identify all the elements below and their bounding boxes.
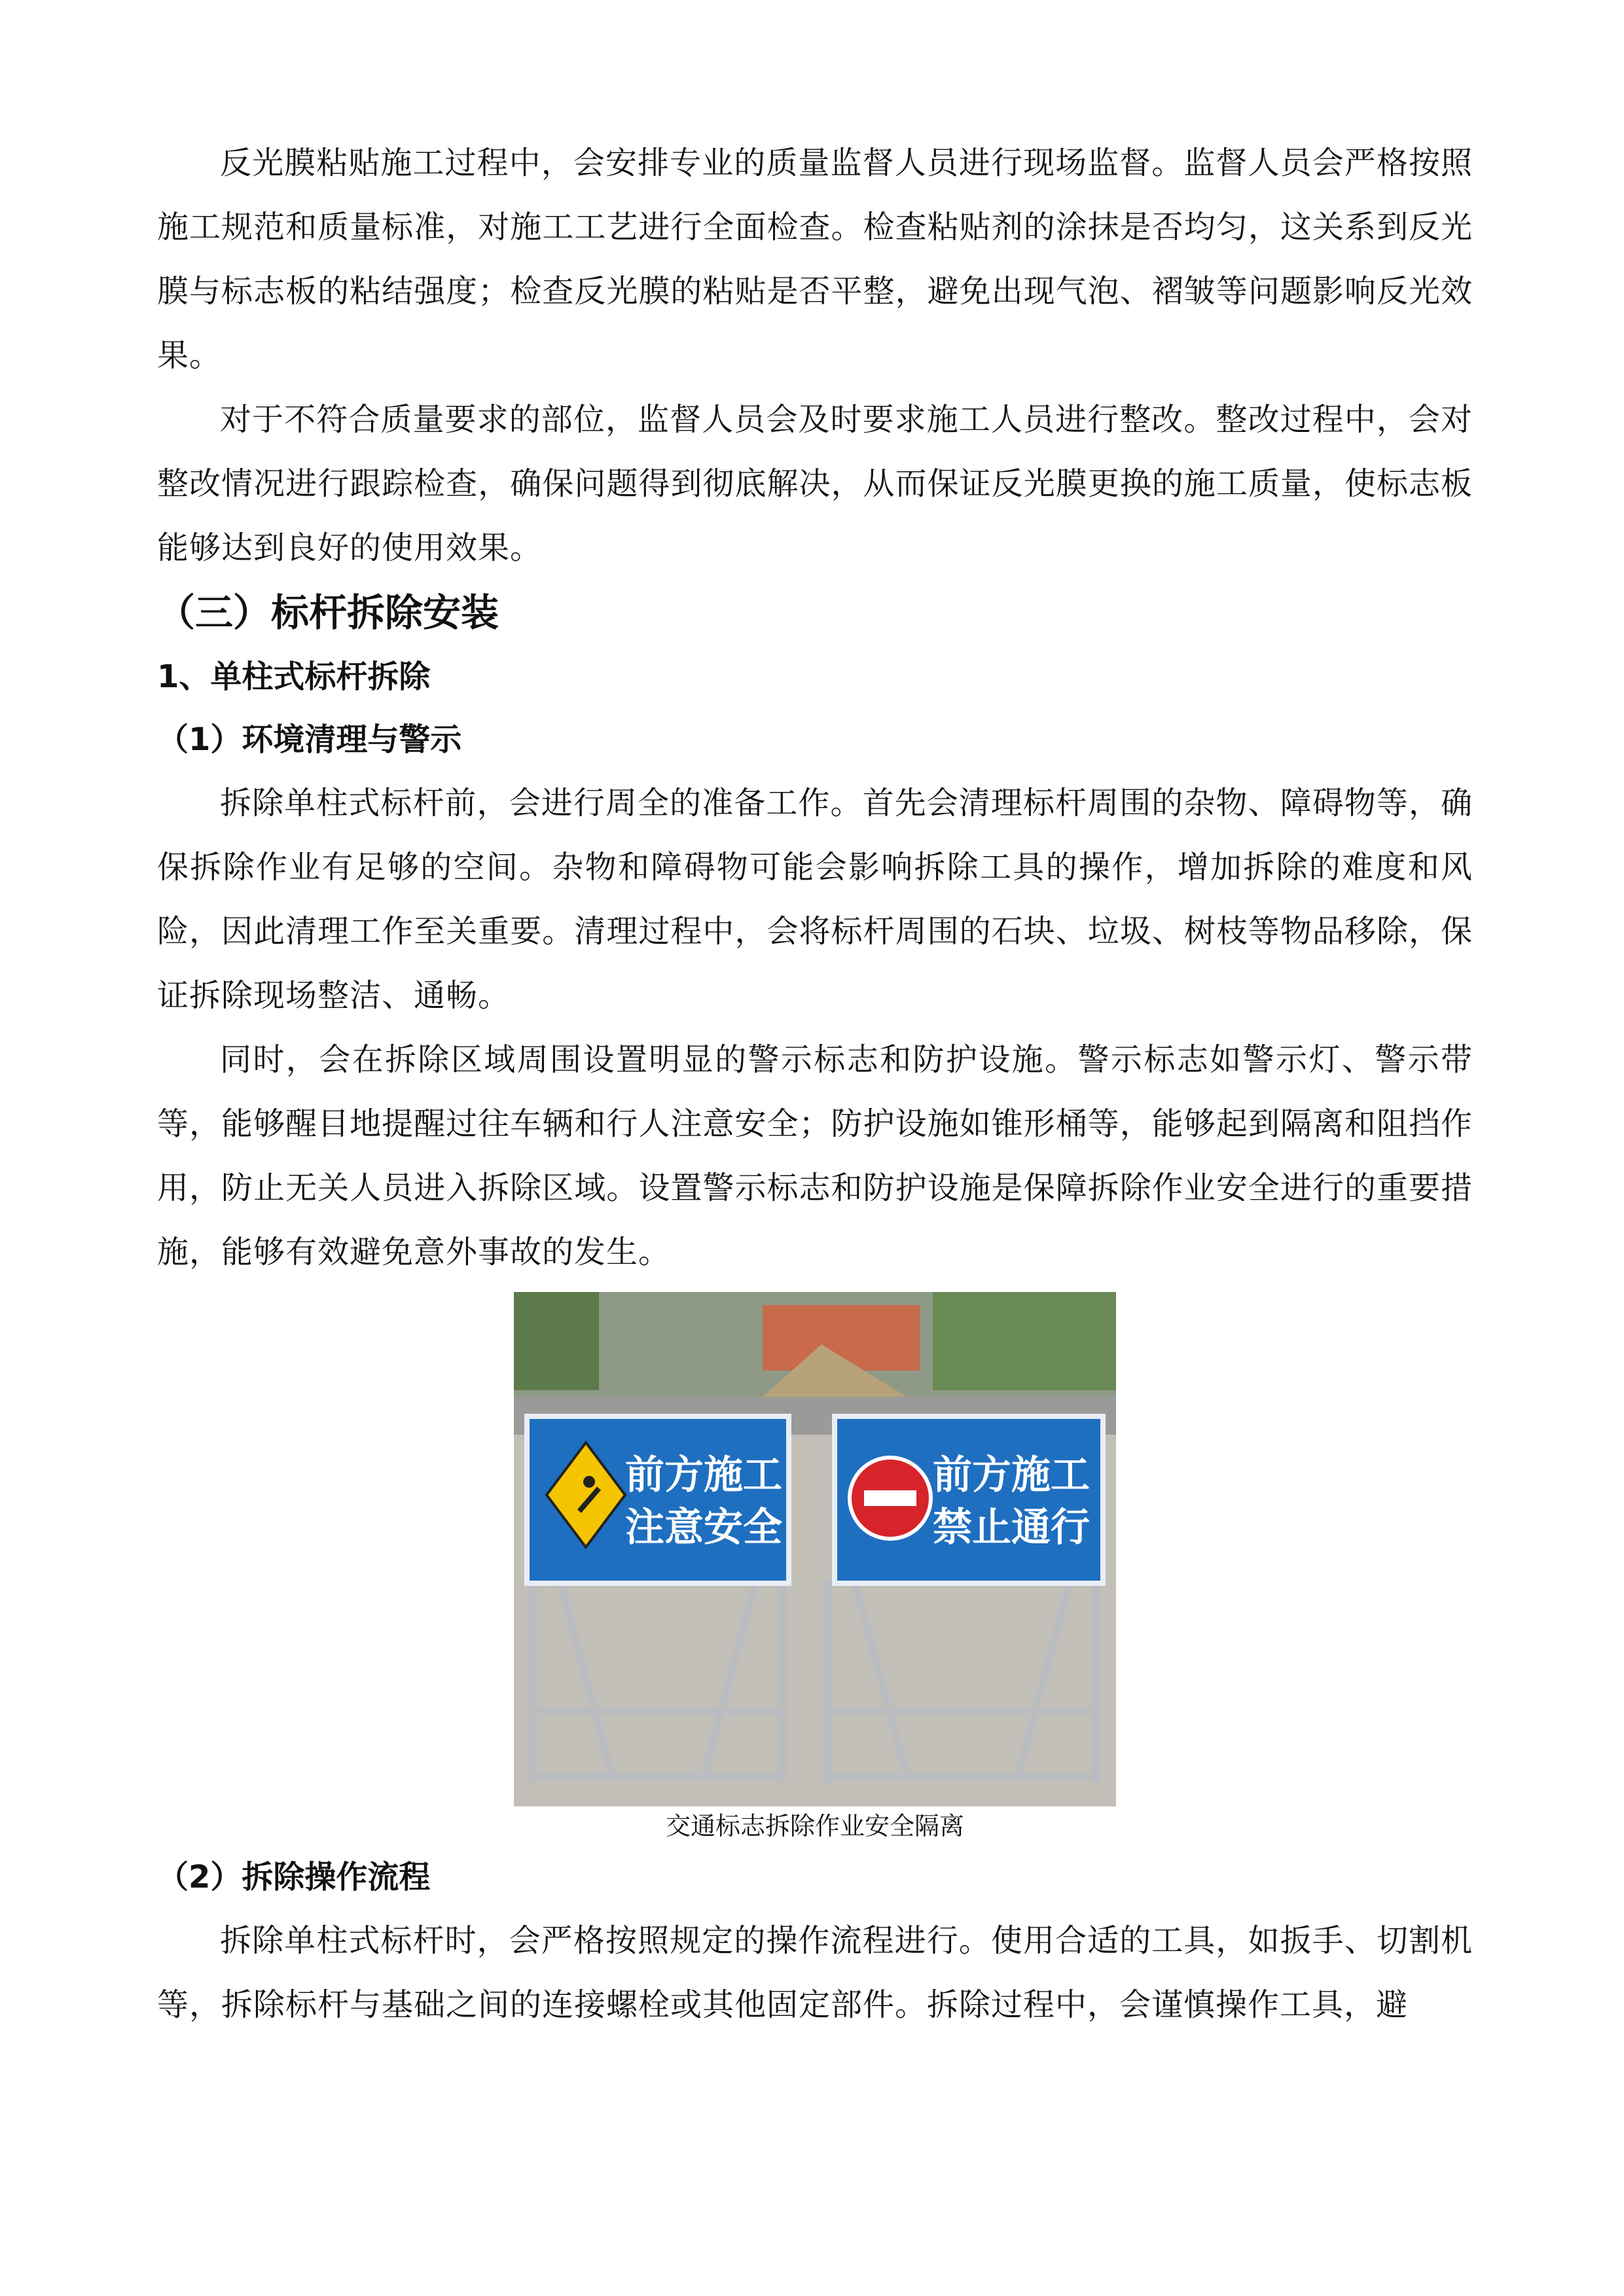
warning-sign-left <box>527 1416 789 1583</box>
body-paragraph: 拆除单柱式标杆前，会进行周全的准备工作。首先会清理标杆周围的杂物、障碍物等，确保拆除作业有足够的空间。杂物和障碍物可能会影响拆除工具的操作，增加拆除的难度和风险，因此清理工作至关重要。清理过程中，会将标杆周围的石块、垃圾、树枝等物品移除，保证拆除现场整洁、通畅。 <box>157 785 1473 1014</box>
sign-right-line1: 前方施工 <box>933 1452 1090 1498</box>
figure-caption: 交通标志拆除作业安全隔离 <box>665 1812 964 1840</box>
sign-right-line2: 禁止通行 <box>933 1505 1090 1551</box>
subsection-heading: 1、单柱式标杆拆除 <box>157 658 431 695</box>
no-entry-sign-right <box>835 1416 1103 1583</box>
body-paragraph: 反光膜粘贴施工过程中，会安排专业的质量监督人员进行现场监督。监督人员会严格按照施工规范和质量标准，对施工工艺进行全面检查。检查粘贴剂的涂抹是否均匀，这关系到反光膜与标志板的粘结强度；检查反光膜的粘贴是否平整，避免出现气泡、褶皱等问题影响反光效果。 <box>157 145 1473 374</box>
section-heading: （三）标杆拆除安装 <box>157 590 499 635</box>
body-paragraph: 对于不符合质量要求的部位，监督人员会及时要求施工人员进行整改。整改过程中，会对整改情况进行跟踪检查，确保问题得到彻底解决，从而保证反光膜更换的施工质量，使标志板能够达到良好的使用效果。 <box>157 401 1473 566</box>
figure <box>514 1292 1116 1846</box>
sign-left-line1: 前方施工 <box>625 1452 782 1498</box>
step-heading: （1）环境清理与警示 <box>157 721 462 758</box>
sign-left-line2: 注意安全 <box>625 1505 782 1551</box>
step-heading: （2）拆除操作流程 <box>157 1859 431 1895</box>
document-page <box>157 131 1473 2037</box>
road-signs-photo <box>514 1292 1116 1806</box>
body-paragraph: 同时，会在拆除区域周围设置明显的警示标志和防护设施。警示标志如警示灯、警示带等，能够醒目地提醒过往车辆和行人注意安全；防护设施如锥形桶等，能够起到隔离和阻挡作用，防止无关人员进入拆除区域。设置警示标志和防护设施是保障拆除作业安全进行的重要措施，能够有效避免意外事故的发生。 <box>157 1041 1473 1270</box>
body-paragraph: 拆除单柱式标杆时，会严格按照规定的操作流程进行。使用合适的工具，如扳手、切割机等，拆除标杆与基础之间的连接螺栓或其他固定部件。拆除过程中，会谨慎操作工具，避 <box>157 1922 1473 2023</box>
